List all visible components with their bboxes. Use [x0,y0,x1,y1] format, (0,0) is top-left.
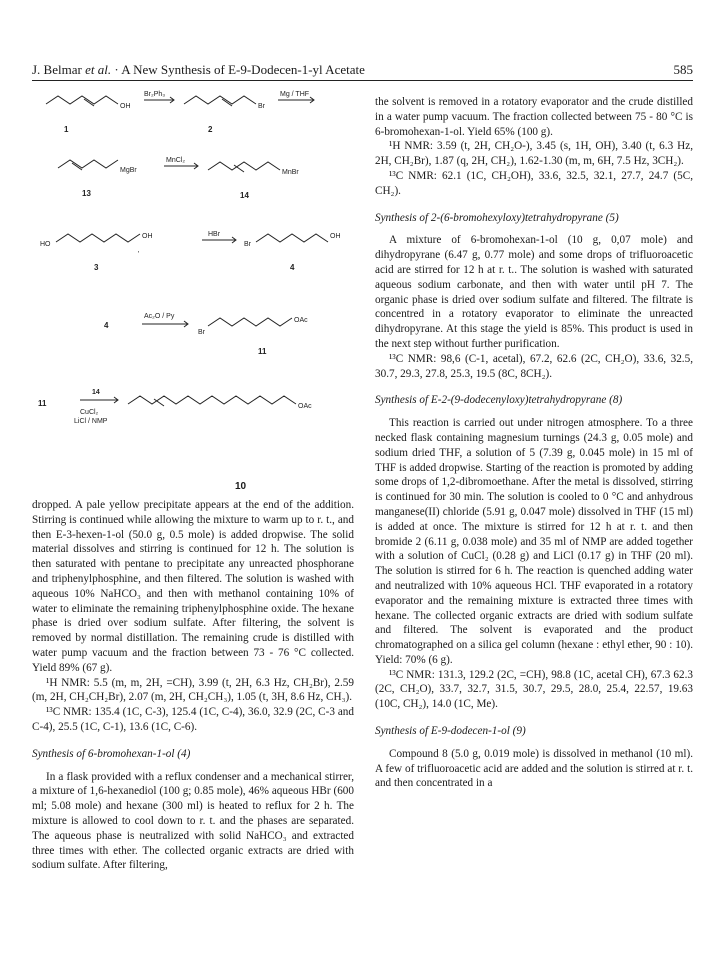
compound-number: 3 [94,263,99,272]
label-oh: OH [142,233,153,240]
section-heading: Synthesis of 6-bromohexan-1-ol (4) [32,747,191,760]
label-oh: OH [120,103,131,110]
section-heading: Synthesis of E-9-dodecen-1-ol (9) [375,725,526,738]
molecule-11-skeleton [208,318,292,326]
paragraph: the solvent is removed in a rotatory evaporator and the crude distilled in a water pump vacuum. The fraction collected between 75 - 80 °C is 6-bromohexan-1-ol. Yield 65% (100 g). [375,96,693,138]
reagent-ac2o-py: Ac₂O / Py [144,313,175,320]
reagent-cucl2: CuCl₂ [80,409,99,416]
molecule-4-skeleton [256,234,328,242]
label-mnbr: MnBr [282,169,299,176]
reagent-14: 14 [92,389,100,396]
molecule-2-skeleton [184,96,256,104]
compound-number: 11 [258,347,267,356]
label-ho: HO [40,241,51,248]
compound-number: 4 [104,321,109,330]
c13-nmr-data: ¹³C NMR: 62.1 (1C, CH₂OH), 33.6, 32.5, 32.1, 27.7, 24.7 (5C, CH₂). [375,169,693,197]
c13-nmr-data: ¹³C NMR: 135.4 (1C, C-3), 125.4 (1C, C-4), 36.0, 32.9 (2C, C-3 and C-4), 25.5 (1C, C-1), 13.6 (1C, C-6). [32,706,354,733]
label-oh: OH [330,233,341,240]
right-column [375,95,693,791]
h-nmr-data: ¹H NMR: 5.5 (m, m, 2H, =CH), 3.99 (t, 2H, 6.3 Hz, CH₂Br), 2.59 (m, 2H, CH₂CH₂Br), 2.07 (m, 2H, CH₂CH₃), 1.05 (t, 3H, 8.6 Hz, CH₃). [32,676,354,704]
label-mgbr: MgBr [120,167,137,174]
label-oac: OAc [294,317,308,324]
compound-number: 11 [38,399,47,408]
paragraph: A mixture of 6-bromohexan-1-ol (10 g, 0,07 mole) and dihydropyrane (6.47 g, 0.77 mole) and some drops of trifluoroacetic acid are stirred for 12 h at r. t.. The solution is washed with saturated aqueous sodium carbonate, and then with water until pH 7. The organic phase is dried over sodium sulfate and filtered. The filtrate is concentred in a rotatory evaporator to eliminate the unreacted dihydropyrane. At this stage the yield is 85%. This product is used in the next step without further purification. [375,234,693,350]
reagent-licl-nmp: LiCl / NMP [74,418,108,425]
page-number: 585 [673,62,693,77]
compound-number: 13 [82,189,91,198]
paragraph: This reaction is carried out under nitrogen atmosphere. To a three necked flask containing magnesium turnings (24.3 g, 0.05 mole) and sodium dried THF, a solution of 5 (7.39 g, 0.045 mole) in 15 ml of THF is added dropwise. Starting of the reaction is promoted by adding some drops of 1,2-dibromoethane. After the metal is dissolved, stirring is continued for 30 min. The solution is cooled to 0 °C and anhydrous manganese(II) chloride (5.91 g, 0.047 mole) dissolved in THF (15 ml) is added at once. The mixture is stirred for 12 h at r. t. and then bromide 2 (6.11 g, 0.038 mole) and 35 ml of NMP are added together with a solution of CuCl₂ (0.28 g) and LiCl (0.17 g) in THF (20 ml). The solution is stirred for 6 h. The reaction is quenched adding water and neutralized with 10% aqueous HCl. THF evaporated in a rotatory evaporator and the remaining mixture is extracted three times with hexane. The collected organic extracts are dried with sodium sulfate and filtered. The solvent is evaporated and the product chromatographed on a silica gel column (hexane : ethyl ether, 90 : 10). Yield: 70% (6 g). [375,417,693,666]
reagent-br2ph3: Br₂Ph₃ [144,91,166,98]
section-heading: Synthesis of 2-(6-bromohexyloxy)tetrahydropyrane (5) [375,211,619,224]
molecule-3-skeleton [56,234,140,242]
reagent-hbr: HBr [208,231,221,238]
label-br: Br [258,103,265,110]
label-oac: OAc [298,403,312,410]
molecule-10-double-bond [154,399,164,406]
molecule-14-double-bond [234,165,244,172]
paragraph: Compound 8 (5.0 g, 0.019 mole) is dissolved in methanol (10 ml). A few of trifluoroacetic acid are added and the solution is stirred at r. t. and then concentrated in a [375,747,693,790]
left-column [32,498,354,873]
compound-number: 14 [240,191,249,200]
running-title: J. Belmar et al. · A New Synthesis of E-9-Dodecen-1-yl Acetate [32,62,365,77]
reagent-mncl2: MnCl₂ [166,157,186,164]
reagent-mg-thf: Mg / THF [280,91,310,98]
compound-number: 1 [64,125,69,134]
molecule-13-skeleton [58,160,118,168]
scheme-svg [32,86,362,478]
c13-nmr-data: ¹³C NMR: 131.3, 129.2 (2C, =CH), 98.8 (1C, acetal CH), 67.3 62.3 (2C, CH₂O), 33.7, 32.7, 31.5, 30.7, 29.5, 28.0, 25.4, 22.57, 19.63 (10C, CH₂), 14.0 (1C, Me). [375,668,693,711]
reaction-scheme [32,86,362,478]
label-br: Br [244,241,251,248]
molecule-10-skeleton [128,396,296,404]
paragraph: In a flask provided with a reflux condenser and a mechanical stirrer, a mixture of 1,6-hexanediol (100 g; 0.85 mole), 46% aqueous HBr (600 ml; 5.08 mole) and hexane (300 ml) is heated to reflux for 2 h. The mixture is allowed to cool down to r. t. and the phases are separated. The aqueous phase is neutralized with solid NaHCO₃ and extracted three times with ether. The collected organic extracts are dried with sodium sulfate. After filtering, [32,770,354,872]
label-br: Br [198,329,205,336]
compound-number: 4 [290,263,295,272]
molecule-14-skeleton [208,162,280,170]
c13-nmr-data: ¹³C NMR: 98,6 (C-1, acetal), 67.2, 62.6 (2C, CH₂O), 33.6, 32.5, 30.7, 29.3, 27.8, 25.3, 19.5 (8C, 8CH₂). [375,352,693,380]
molecule-1-skeleton [46,96,118,104]
compound-number: 10 [235,481,247,492]
header-rule [32,80,693,81]
section-heading: Synthesis of E-2-(9-dodecenyloxy)tetrahydropyrane (8) [375,394,623,407]
tick-mark: ' [138,251,140,258]
running-header [32,60,693,78]
h-nmr-data: ¹H NMR: 3.59 (t, 2H, CH₂O-), 3.45 (s, 1H, OH), 3.40 (t, 6.3 Hz, 2H, CH₂Br), 1.87 (q, 2H, CH₂), 1.62-1.30 (m, m, 6H, 7.5 Hz, 3CH₂). [375,140,693,168]
compound-number: 2 [208,125,213,134]
paragraph: dropped. A pale yellow precipitate appears at the end of the addition. Stirring is continued while allowing the mixture to warm up to r. t., and then E-3-hexen-1-ol (50.0 g, 0.5 mole) is added dropwise. The solid material dissolves and stirring is continued for 12 h. The solution is then saturated with pentane to precipitate any unreacted phosphorane and triphenylphosphine, and then filtered. The solution is washed with aqueous 10% NaHCO₃ and then with methanol containing 10% of water to eliminate the remaining triphenylphosphine oxide. The hexane phase is dried over sodium sulfate. After filtering, the solvent is removed by normal distillation. The remaining crude is distilled with water pump vacuum and the fraction between 73 - 76 °C collected. Yield 89% (67 g). [32,499,354,674]
